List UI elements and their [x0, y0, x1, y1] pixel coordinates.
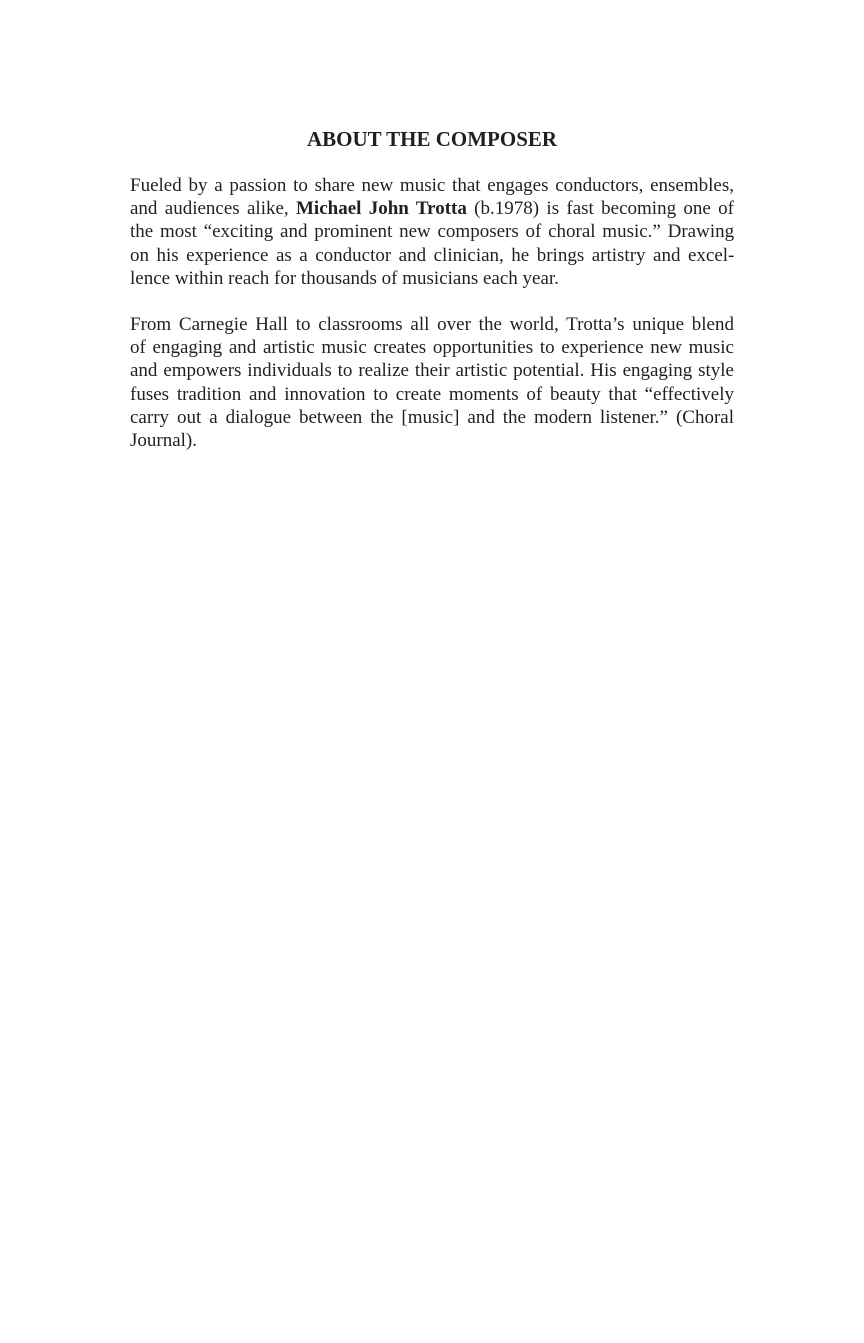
text-line: From Carnegie Hall to classrooms all over the world, Trotta’s unique blend [130, 314, 734, 335]
text-fragment: (b.1978) is fast becoming one of [466, 198, 734, 220]
text-line: and empowers individuals to realize their artistic potential. His engaging style [130, 360, 734, 382]
text-line: of engaging and artistic music creates opportunities to experience new music [130, 337, 734, 359]
text-line: lence within reach for thousands of musicians each year. [130, 267, 559, 289]
paragraph-career [130, 313, 734, 452]
paragraph-bio [130, 174, 734, 290]
text-line: Fueled by a passion to share new music that engages conductors, ensembles, [130, 175, 734, 196]
text-line: the most “exciting and prominent new composers of choral music.” Drawing [130, 221, 735, 243]
text-line: Journal). [130, 429, 198, 451]
text-fragment: and audiences alike, [130, 198, 296, 220]
text-line: fuses tradition and innovation to create moments of beauty that “effectively [130, 383, 734, 405]
composer-name: Michael John Trotta [295, 198, 467, 220]
section-heading: ABOUT THE COMPOSER [306, 127, 558, 151]
text-line: on his experience as a conductor and clinician, he brings artistry and excel- [130, 244, 735, 266]
text-line: carry out a dialogue between the [music] and the modern listener.” (Choral [130, 406, 734, 428]
text-line [130, 197, 734, 220]
